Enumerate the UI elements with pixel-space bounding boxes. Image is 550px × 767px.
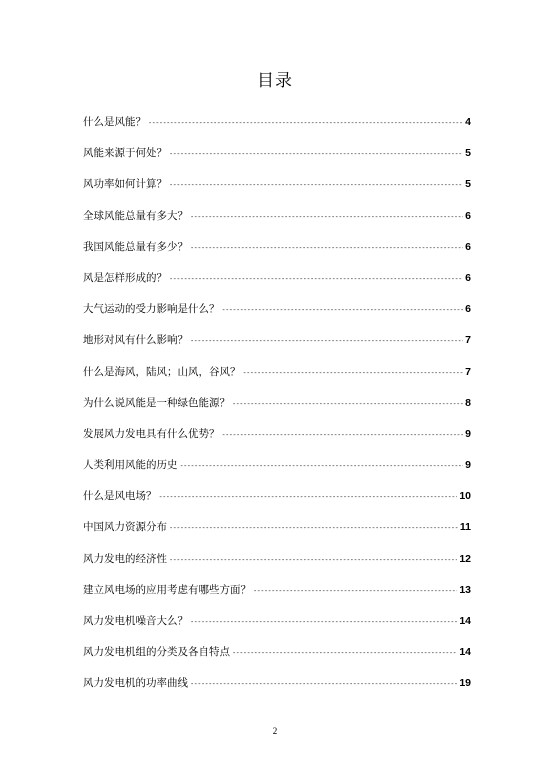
toc-leader xyxy=(232,395,463,413)
toc-entry[interactable] xyxy=(83,363,471,394)
toc-entry-page: 9 xyxy=(465,427,471,440)
toc-list xyxy=(83,113,471,706)
toc-entry-text: 大气运动的受力影响是什么？ xyxy=(83,303,220,316)
toc-leader xyxy=(232,644,457,662)
toc-entry-page: 11 xyxy=(459,521,471,534)
toc-leader xyxy=(169,270,463,288)
toc-entry-page: 6 xyxy=(465,240,471,253)
toc-entry[interactable] xyxy=(83,300,471,331)
toc-entry-text: 什么是风电场？ xyxy=(83,490,157,503)
toc-entry[interactable] xyxy=(83,331,471,362)
toc-leader xyxy=(222,301,464,319)
toc-entry[interactable] xyxy=(83,394,471,425)
toc-leader xyxy=(159,488,458,506)
toc-entry[interactable] xyxy=(83,238,471,269)
toc-leader xyxy=(190,332,463,350)
toc-leader xyxy=(190,239,463,257)
toc-title: 目录 xyxy=(257,71,293,91)
toc-entry[interactable] xyxy=(83,612,471,643)
toc-entry-page: 8 xyxy=(465,396,471,409)
toc-entry[interactable] xyxy=(83,175,471,206)
toc-leader xyxy=(222,426,464,444)
toc-entry[interactable] xyxy=(83,581,471,612)
toc-leader xyxy=(180,457,464,475)
toc-leader xyxy=(253,582,457,600)
toc-entry-text: 建立风电场的应用考虑有哪些方面？ xyxy=(83,583,251,596)
toc-leader xyxy=(169,145,463,163)
toc-entry-text: 风力发电的经济性 xyxy=(83,552,167,565)
toc-entry-text: 什么是海风，陆风；山风，谷风？ xyxy=(83,365,241,378)
toc-entry[interactable] xyxy=(83,144,471,175)
toc-entry-page: 13 xyxy=(459,583,471,596)
toc-entry[interactable] xyxy=(83,456,471,487)
toc-entry-text: 我国风能总量有多少？ xyxy=(83,240,188,253)
toc-entry-page: 5 xyxy=(465,147,471,160)
toc-leader xyxy=(243,364,464,382)
page-number: 2 xyxy=(272,726,278,736)
toc-leader xyxy=(148,114,463,132)
toc-entry-text: 风力发电机的功率曲线 xyxy=(83,677,188,690)
toc-entry-text: 风能来源于何处？ xyxy=(83,147,167,160)
toc-entry-page: 5 xyxy=(465,178,471,191)
toc-entry-page: 4 xyxy=(465,116,471,128)
toc-entry-text: 风力发电机噪音大么？ xyxy=(83,615,188,627)
toc-entry[interactable] xyxy=(83,518,471,549)
toc-entry-page: 14 xyxy=(459,646,471,659)
toc-entry-page: 7 xyxy=(465,365,471,378)
toc-entry-text: 地形对风有什么影响？ xyxy=(83,334,188,347)
toc-entry-page: 6 xyxy=(465,209,471,222)
toc-entry-page: 7 xyxy=(465,334,471,347)
toc-entry-text: 为什么说风能是一种绿色能源？ xyxy=(83,396,230,409)
toc-entry[interactable] xyxy=(83,207,471,238)
toc-entry-text: 风是怎样形成的？ xyxy=(83,271,167,284)
toc-entry[interactable] xyxy=(83,487,471,518)
toc-entry-page: 12 xyxy=(459,552,471,565)
toc-entry-page: 9 xyxy=(465,459,471,472)
toc-entry-text: 全球风能总量有多大？ xyxy=(83,209,188,222)
toc-leader xyxy=(169,176,463,194)
toc-entry-page: 10 xyxy=(459,490,471,503)
toc-entry-page: 19 xyxy=(459,677,471,690)
toc-entry-text: 中国风力资源分布 xyxy=(83,521,167,534)
toc-leader xyxy=(190,613,457,631)
toc-leader xyxy=(190,208,463,226)
toc-entry[interactable] xyxy=(83,643,471,674)
toc-entry[interactable] xyxy=(83,425,471,456)
toc-entry-text: 发展风力发电具有什么优势？ xyxy=(83,427,220,440)
toc-entry-text: 风力发电机组的分类及各自特点 xyxy=(83,646,230,659)
toc-entry[interactable] xyxy=(83,550,471,581)
toc-entry-text: 风功率如何计算？ xyxy=(83,178,167,191)
toc-entry[interactable] xyxy=(83,269,471,300)
toc-leader xyxy=(169,551,457,569)
toc-entry-text: 人类利用风能的历史 xyxy=(83,459,178,472)
toc-entry[interactable] xyxy=(83,674,471,705)
toc-entry-page: 6 xyxy=(465,271,471,284)
toc-leader xyxy=(190,675,457,693)
toc-leader xyxy=(169,519,458,537)
toc-entry-page: 14 xyxy=(459,615,471,627)
toc-entry-page: 6 xyxy=(465,303,471,316)
toc-entry[interactable] xyxy=(83,113,471,144)
toc-entry-text: 什么是风能？ xyxy=(83,116,146,128)
